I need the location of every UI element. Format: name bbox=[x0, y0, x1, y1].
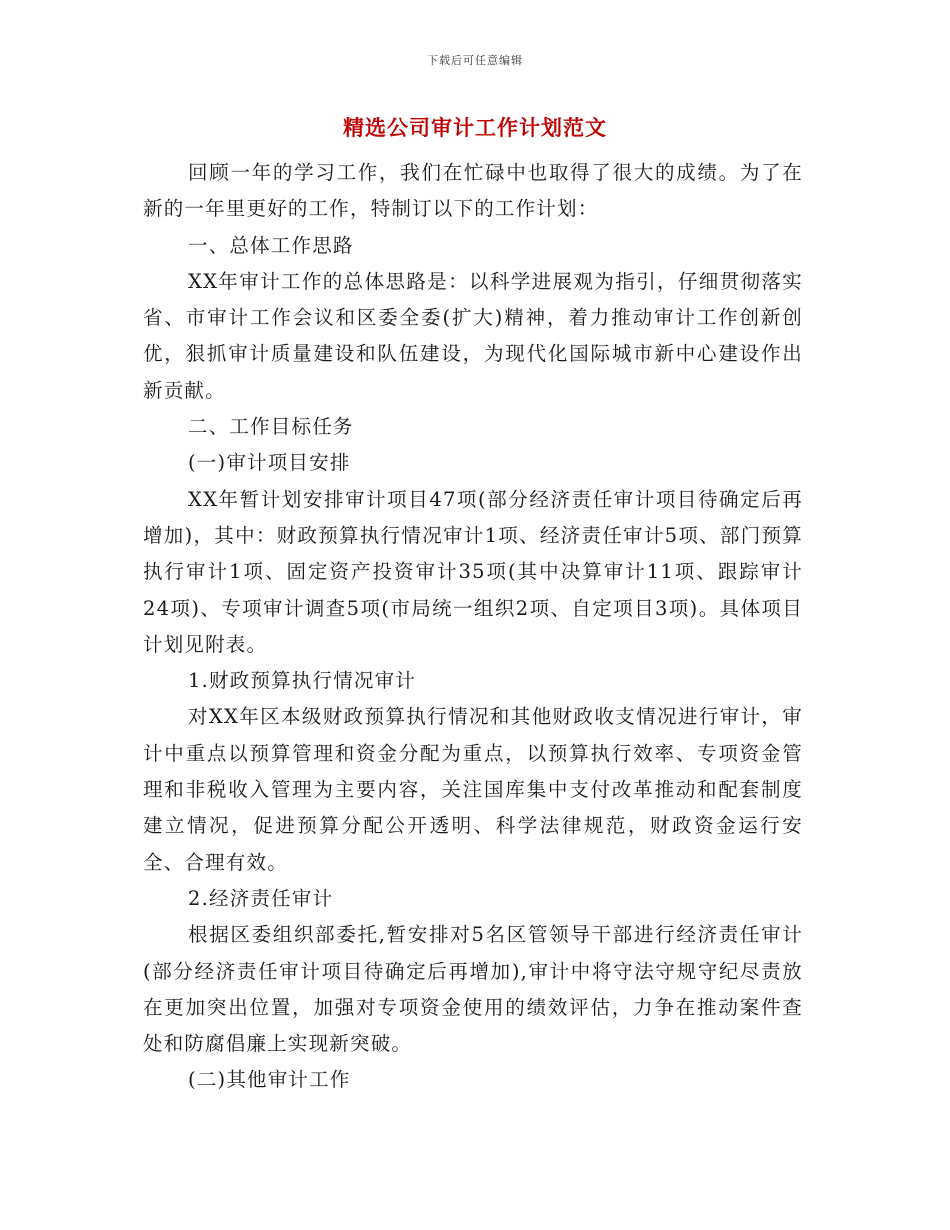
document-body bbox=[143, 155, 803, 1099]
header-note: 下载后可任意编辑 bbox=[427, 54, 523, 67]
item-heading-1: 1.财政预算执行情况审计 bbox=[188, 669, 417, 693]
item-heading-2: 2.经济责任审计 bbox=[188, 886, 334, 910]
subsection-heading-2: (二)其他审计工作 bbox=[188, 1068, 351, 1092]
subsection-heading-1: (一)审计项目安排 bbox=[188, 451, 351, 475]
overall-approach-paragraph: XX年审计工作的总体思路是：以科学进展观为指引，仔细贯彻落实省、市审计工作会议和区委全委(扩大)精神，着力推动审计工作创新创优，狠抓审计质量建设和队伍建设，为现代化国际城市新中心建设作出新贡献。 bbox=[143, 269, 803, 402]
economic-responsibility-paragraph: 根据区委组织部委托,暂安排对5名区管领导干部进行经济责任审计(部分经济责任审计项目待确定后再增加),审计中将守法守规守纪尽责放在更加突出位置，加强对专项资金使用的绩效评估，力争在推动案件查处和防腐倡廉上实现新突破。 bbox=[143, 923, 803, 1056]
section-heading-2: 二、工作目标任务 bbox=[188, 415, 354, 439]
budget-audit-paragraph: 对XX年区本级财政预算执行情况和其他财政收支情况进行审计，审计中重点以预算管理和资金分配为重点，以预算执行效率、专项资金管理和非税收入管理为主要内容，关注国库集中支付改革推动和配套制度建立情况，促进预算分配公开透明、科学法律规范，财政资金运行安全、合理有效。 bbox=[143, 705, 803, 874]
intro-paragraph: 回顾一年的学习工作，我们在忙碌中也取得了很大的成绩。为了在新的一年里更好的工作，特制订以下的工作计划： bbox=[143, 161, 803, 221]
section-heading-1: 一、总体工作思路 bbox=[188, 233, 354, 257]
document-title: 精选公司审计工作计划范文 bbox=[343, 115, 607, 140]
audit-projects-paragraph: XX年暂计划安排审计项目47项(部分经济责任审计项目待确定后再增加)，其中：财政预算执行情况审计1项、经济责任审计5项、部门预算执行审计1项、固定资产投资审计35项(其中决算审计11项、跟踪审计24项)、专项审计调查5项(市局统一组织2项、自定项目3项)。具体项目计划见附表。 bbox=[143, 487, 803, 656]
